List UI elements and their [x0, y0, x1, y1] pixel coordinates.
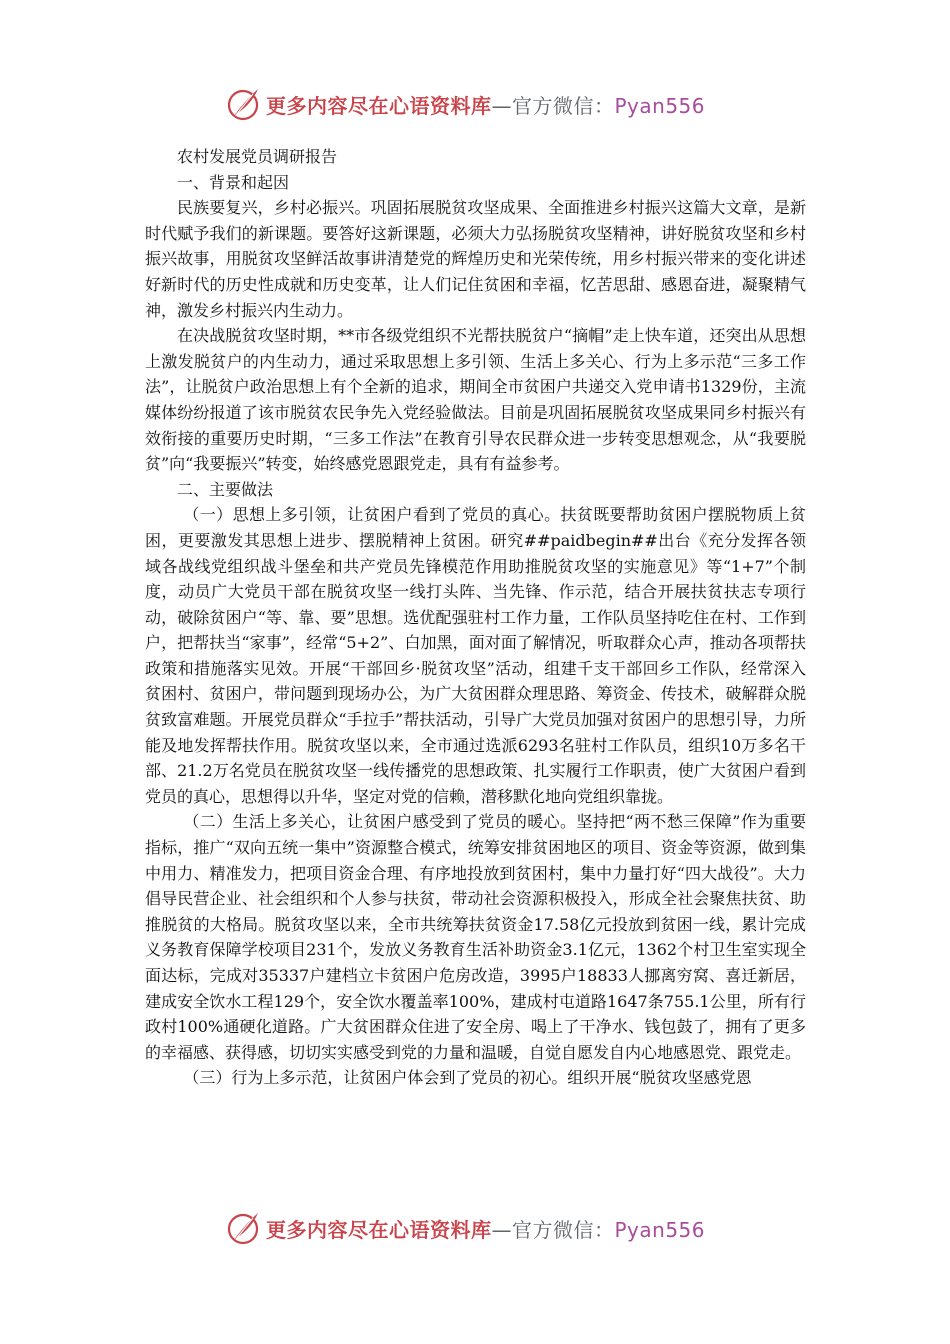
- paragraph-background-2: 在决战脱贫攻坚时期，**市各级党组织不光帮扶脱贫户“摘帽”走上快车道，还突出从思想上激发脱贫户的内生动力，通过采取思想上多引领、生活上多关心、行为上多示范“三多工作法”，让脱贫户政治思想上有个全新的追求，期间全市贫困户共递交入党申请书1329份，主流媒体纷纷报道了该市脱贫农民争先入党经验做法。目前是巩固拓展脱贫攻坚成果同乡村振兴有效衔接的重要历史时期，“三多工作法”在教育引导农民群众进一步转变思想观念，从“我要脱贫”向“我要振兴”转变，始终感党恩跟党走，具有有益参考。: [145, 326, 806, 474]
- section-heading-background: 一、背景和起因: [177, 172, 290, 192]
- banner-text: [266, 1214, 705, 1243]
- header-watermark-banner: [226, 84, 746, 124]
- banner-wechat-id: Pyan556: [614, 1217, 706, 1242]
- banner-brand-text: 更多内容尽在心语资料库: [266, 1217, 492, 1242]
- banner-text: [266, 90, 705, 119]
- footer-watermark-banner: [226, 1208, 746, 1248]
- banner-wechat-label: —官方微信：: [491, 93, 615, 118]
- paragraph-practice-2: （二）生活上多关心，让贫困户感受到了党员的暖心。坚持把“两不愁三保障”作为重要指标，推广“双向五统一集中”资源整合模式，统筹安排贫困地区的项目、资金等资源，做到集中用力、精准发力，把项目资金合理、有序地投放到贫困村，集中力量打好“四大战役”。大力倡导民营企业、社会组织和个人参与扶贫，带动社会资源积极投入，形成全社会聚焦扶贫、助推脱贫的大格局。脱贫攻坚以来，全市共统筹扶贫资金17.58亿元投放到贫困一线，累计完成义务教育保障学校项目231个，发放义务教育生活补助资金3.1亿元，1362个村卫生室实现全面达标，完成对35337户建档立卡贫困户危房改造，3995户18833人挪离穷窝、喜迁新居，建成安全饮水工程129个，安全饮水覆盖率100%，建成村屯道路1647条755.1公里，所有行政村100%通硬化道路。广大贫困群众住进了安全房、喝上了干净水、钱包鼓了，拥有了更多的幸福感、获得感，切切实实感受到党的力量和温暖，自觉自愿发自内心地感恩党、跟党走。: [145, 812, 806, 1062]
- section-heading-practices: 二、主要做法: [177, 479, 274, 499]
- document-body: [145, 144, 806, 1091]
- paragraph-practice-3: （三）行为上多示范，让贫困户体会到了党员的初心。组织开展“脱贫攻坚感党恩: [183, 1068, 752, 1088]
- banner-wechat-id: Pyan556: [614, 93, 706, 118]
- banner-wechat-label: —官方微信：: [491, 1217, 615, 1242]
- paragraph-practice-1: （一）思想上多引领，让贫困户看到了党员的真心。扶贫既要帮助贫困户摆脱物质上贫困，更要激发其思想上进步、摆脱精神上贫困。研究##paidbegin##出台《充分发挥各领域各战线党组织战斗堡垒和共产党员先锋模范作用助推脱贫攻坚的实施意见》等“1+7”个制度，动员广大党员干部在脱贫攻坚一线打头阵、当先锋、作示范，结合开展扶贫扶志专项行动，破除贫困户“等、靠、要”思想。选优配强驻村工作力量，工作队员坚持吃住在村、工作到户，把帮扶当“家事”，经常“5+2”、白加黑，面对面了解情况，听取群众心声，推动各项帮扶政策和措施落实见效。开展“干部回乡·脱贫攻坚”活动，组建千支干部回乡工作队，经常深入贫困村、贫困户，带问题到现场办公，为广大贫困群众理思路、筹资金、传技术，破解群众脱贫致富难题。开展党员群众“手拉手”帮扶活动，引导广大党员加强对贫困户的思想引导，力所能及地发挥帮扶作用。脱贫攻坚以来，全市通过选派6293名驻村工作队员，组织10万多名干部、21.2万名党员在脱贫攻坚一线传播党的思想政策、扎实履行工作职责，使广大贫困户看到党员的真心，思想得以升华，坚定对党的信赖，潜移默化地向党组织靠拢。: [145, 505, 806, 806]
- banner-brand-text: 更多内容尽在心语资料库: [266, 93, 492, 118]
- document-title: 农村发展党员调研报告: [177, 147, 338, 166]
- feather-pen-circle-icon: [226, 1210, 262, 1246]
- feather-pen-circle-icon: [226, 86, 262, 122]
- paragraph-background-1: 民族要复兴，乡村必振兴。巩固拓展脱贫攻坚成果、全面推进乡村振兴这篇大文章，是新时代赋予我们的新课题。要答好这新课题，必须大力弘扬脱贫攻坚精神，讲好脱贫攻坚和乡村振兴故事，用脱贫攻坚鲜活故事讲清楚党的辉煌历史和光荣传统，用乡村振兴带来的变化讲述好新时代的历史性成就和历史变革，让人们记住贫困和幸福，忆苦思甜、感恩奋进，凝聚精气神，激发乡村振兴内生动力。: [145, 198, 806, 320]
